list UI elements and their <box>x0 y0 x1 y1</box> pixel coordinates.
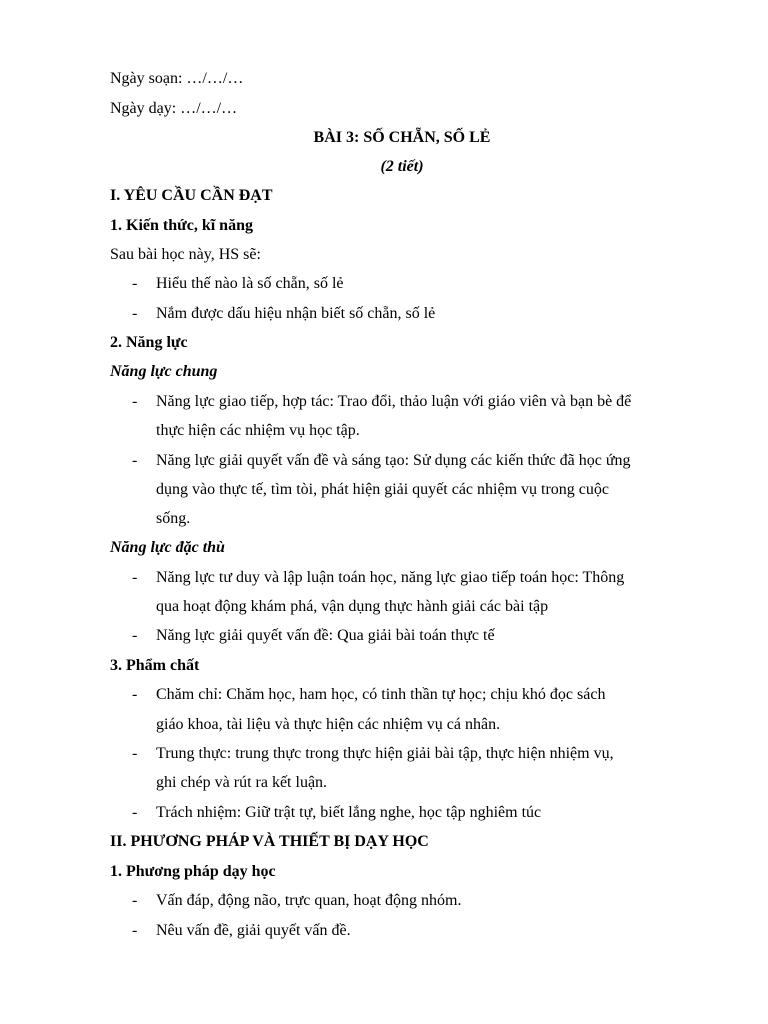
list-item-text: Nắm được dấu hiệu nhận biết số chẵn, số lẻ <box>156 305 436 322</box>
list-item <box>132 916 708 945</box>
subsection-1-1-heading: 1. Kiến thức, kĩ năng <box>110 217 253 234</box>
section-1-heading: I. YÊU CẦU CẦN ĐẠT <box>110 187 273 204</box>
list-item-text: Năng lực tư duy và lập luận toán học, năng lực giao tiếp toán học: Thông <box>156 569 625 586</box>
lesson-subtitle: (2 tiết) <box>380 158 424 175</box>
specific-competency-heading: Năng lực đặc thù <box>110 539 225 556</box>
bullet-dash: - <box>132 305 138 322</box>
list-item-continuation: dụng vào thực tế, tìm tòi, phát hiện giải quyết các nhiệm vụ trong cuộc <box>156 481 609 498</box>
date-prepared: Ngày soạn: …/…/… <box>110 70 244 87</box>
bullet-dash: - <box>132 745 138 762</box>
list-item <box>132 621 708 650</box>
bullet-dash: - <box>132 804 138 821</box>
list-item-continuation: qua hoạt động khám phá, vận dụng thực hành giải các bài tập <box>156 598 549 615</box>
list-item <box>132 680 708 709</box>
list-item-text: Nêu vấn đề, giải quyết vấn đề. <box>156 922 351 939</box>
list-item <box>132 886 708 915</box>
list-item-text: Năng lực giải quyết vấn đề: Qua giải bài toán thực tế <box>156 627 495 644</box>
list-item-continuation: ghi chép và rút ra kết luận. <box>156 774 328 791</box>
list-item-text: Trách nhiệm: Giữ trật tự, biết lắng nghe, học tập nghiêm túc <box>156 804 542 821</box>
list-item <box>132 739 708 768</box>
bullet-dash: - <box>132 892 138 909</box>
date-taught: Ngày dạy: …/…/… <box>110 100 238 117</box>
bullet-dash: - <box>132 452 138 469</box>
list-item <box>132 446 708 475</box>
list-item <box>132 299 708 328</box>
list-item <box>132 269 708 298</box>
bullet-dash: - <box>132 393 138 410</box>
list-item-text: Trung thực: trung thực trong thực hiện giải bài tập, thực hiện nhiệm vụ, <box>156 745 614 762</box>
list-item <box>132 798 708 827</box>
list-item <box>132 563 708 592</box>
list-item-text: Hiểu thế nào là số chẵn, số lẻ <box>156 275 344 292</box>
intro-text: Sau bài học này, HS sẽ: <box>110 246 261 263</box>
general-competency-heading: Năng lực chung <box>110 363 218 380</box>
list-item-continuation: sống. <box>156 510 191 527</box>
subsection-2-1-heading: 1. Phương pháp dạy học <box>110 863 276 880</box>
bullet-dash: - <box>132 569 138 586</box>
subsection-1-3-heading: 3. Phẩm chất <box>110 657 200 674</box>
list-item-text: Chăm chỉ: Chăm học, ham học, có tinh thần tự học; chịu khó đọc sách <box>156 686 606 703</box>
bullet-dash: - <box>132 922 138 939</box>
list-item-continuation: thực hiện các nhiệm vụ học tập. <box>156 422 360 439</box>
lesson-title: BÀI 3: SỐ CHẴN, SỐ LẺ <box>313 129 491 146</box>
subsection-1-2-heading: 2. Năng lực <box>110 334 188 351</box>
list-item-text: Vấn đáp, động não, trực quan, hoạt động nhóm. <box>156 892 462 909</box>
list-item <box>132 387 708 416</box>
list-item-text: Năng lực giao tiếp, hợp tác: Trao đổi, thảo luận với giáo viên và bạn bè để <box>156 393 632 410</box>
bullet-dash: - <box>132 627 138 644</box>
bullet-dash: - <box>132 686 138 703</box>
list-item-continuation: giáo khoa, tài liệu và thực hiện các nhiệm vụ cá nhân. <box>156 716 501 733</box>
bullet-dash: - <box>132 275 138 292</box>
section-2-heading: II. PHƯƠNG PHÁP VÀ THIẾT BỊ DẠY HỌC <box>110 833 429 850</box>
list-item-text: Năng lực giải quyết vấn đề và sáng tạo: Sử dụng các kiến thức đã học ứng <box>156 452 631 469</box>
